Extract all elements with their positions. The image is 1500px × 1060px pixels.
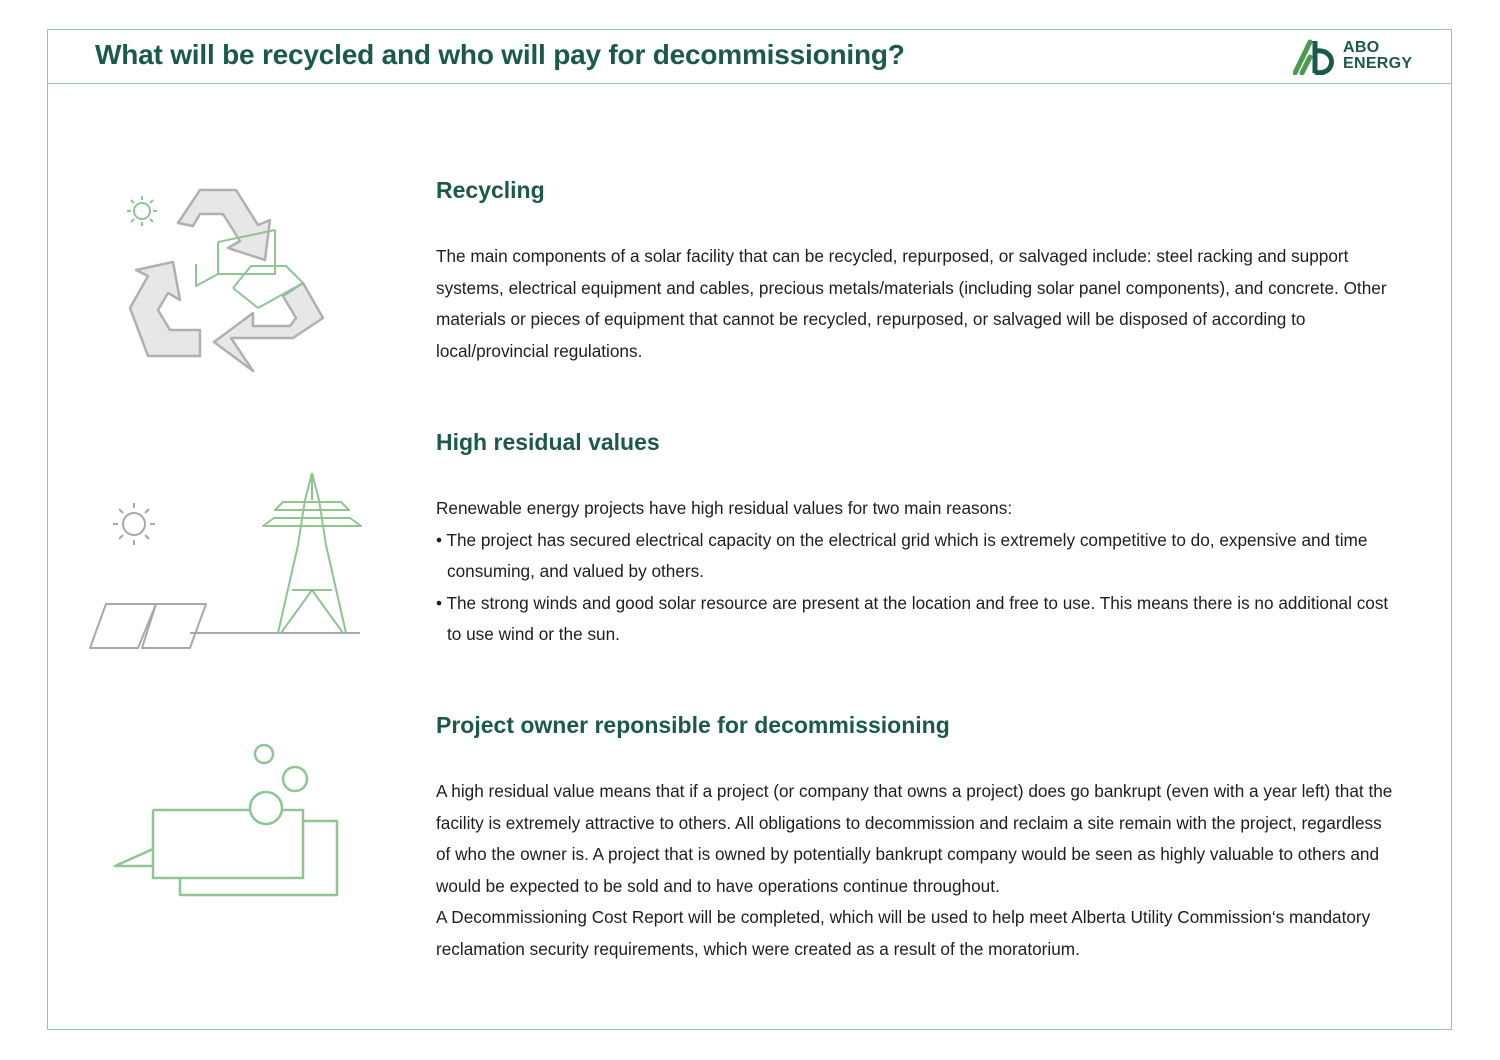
page-frame: [47, 29, 1452, 1030]
section-title-residual-values: High residual values: [436, 429, 660, 455]
paragraph: A high residual value means that if a project (or company that owns a project) does go bankrupt (even with a year left) that the facility is extremely attractive to others. All obligations to decommission and reclaim a site remain with the project, regardless of who the owner is. A project that is owned by potentially bankrupt company would be seen as highly valuable to others and would be expected to be sold and to have operations continue throughout.: [436, 781, 1393, 896]
section-title-recycling: Recycling: [436, 177, 545, 203]
abo-energy-logo: [1293, 39, 1423, 75]
sun-icon: [127, 196, 157, 226]
sun-icon: [113, 503, 155, 545]
abo-energy-logo-icon: [1293, 39, 1339, 75]
section-title-owner-responsible: Project owner reponsible for decommissioning: [436, 712, 950, 738]
logo-wordmark: [1343, 40, 1412, 72]
section-body-owner-responsible: [436, 776, 1396, 965]
logo-line-2: ENERGY: [1343, 55, 1413, 72]
money-bills-coins-icon: [110, 738, 350, 908]
section-body-residual-values: [436, 493, 1396, 651]
page-header: [48, 30, 1451, 84]
bullet-item: • The project has secured electrical capacity on the electrical grid which is extremely competitive to do, expensive and time consuming, and valued by others.: [436, 529, 1368, 581]
intro-text: Renewable energy projects have high residual values for two main reasons:: [436, 498, 1013, 518]
paragraph: A Decommissioning Cost Report will be completed, which will be used to help meet Alberta Utility Commission‘s mandatory reclamation security requirements, which were created as a result of the moratorium.: [436, 907, 1371, 959]
recycling-icon: [118, 178, 338, 378]
page-title: What will be recycled and who will pay for decommissioning?: [95, 39, 905, 70]
paragraph: The main components of a solar facility that can be recycled, repurposed, or salvaged include: steel racking and support systems, electrical equipment and cables, precious metals/materials (including solar panel components), and concrete. Other materials or pieces of equipment that cannot be recycled, repurposed, or salvaged will be disposed of according to local/provincial regulations.: [436, 246, 1387, 361]
logo-line-1: ABO: [1343, 39, 1380, 56]
bullet-item: • The strong winds and good solar resource are present at the location and free to use. This means there is no additional cost to use wind or the sun.: [436, 592, 1389, 644]
section-body-recycling: [436, 241, 1396, 367]
power-pylon-solar-panels-icon: [88, 470, 378, 660]
